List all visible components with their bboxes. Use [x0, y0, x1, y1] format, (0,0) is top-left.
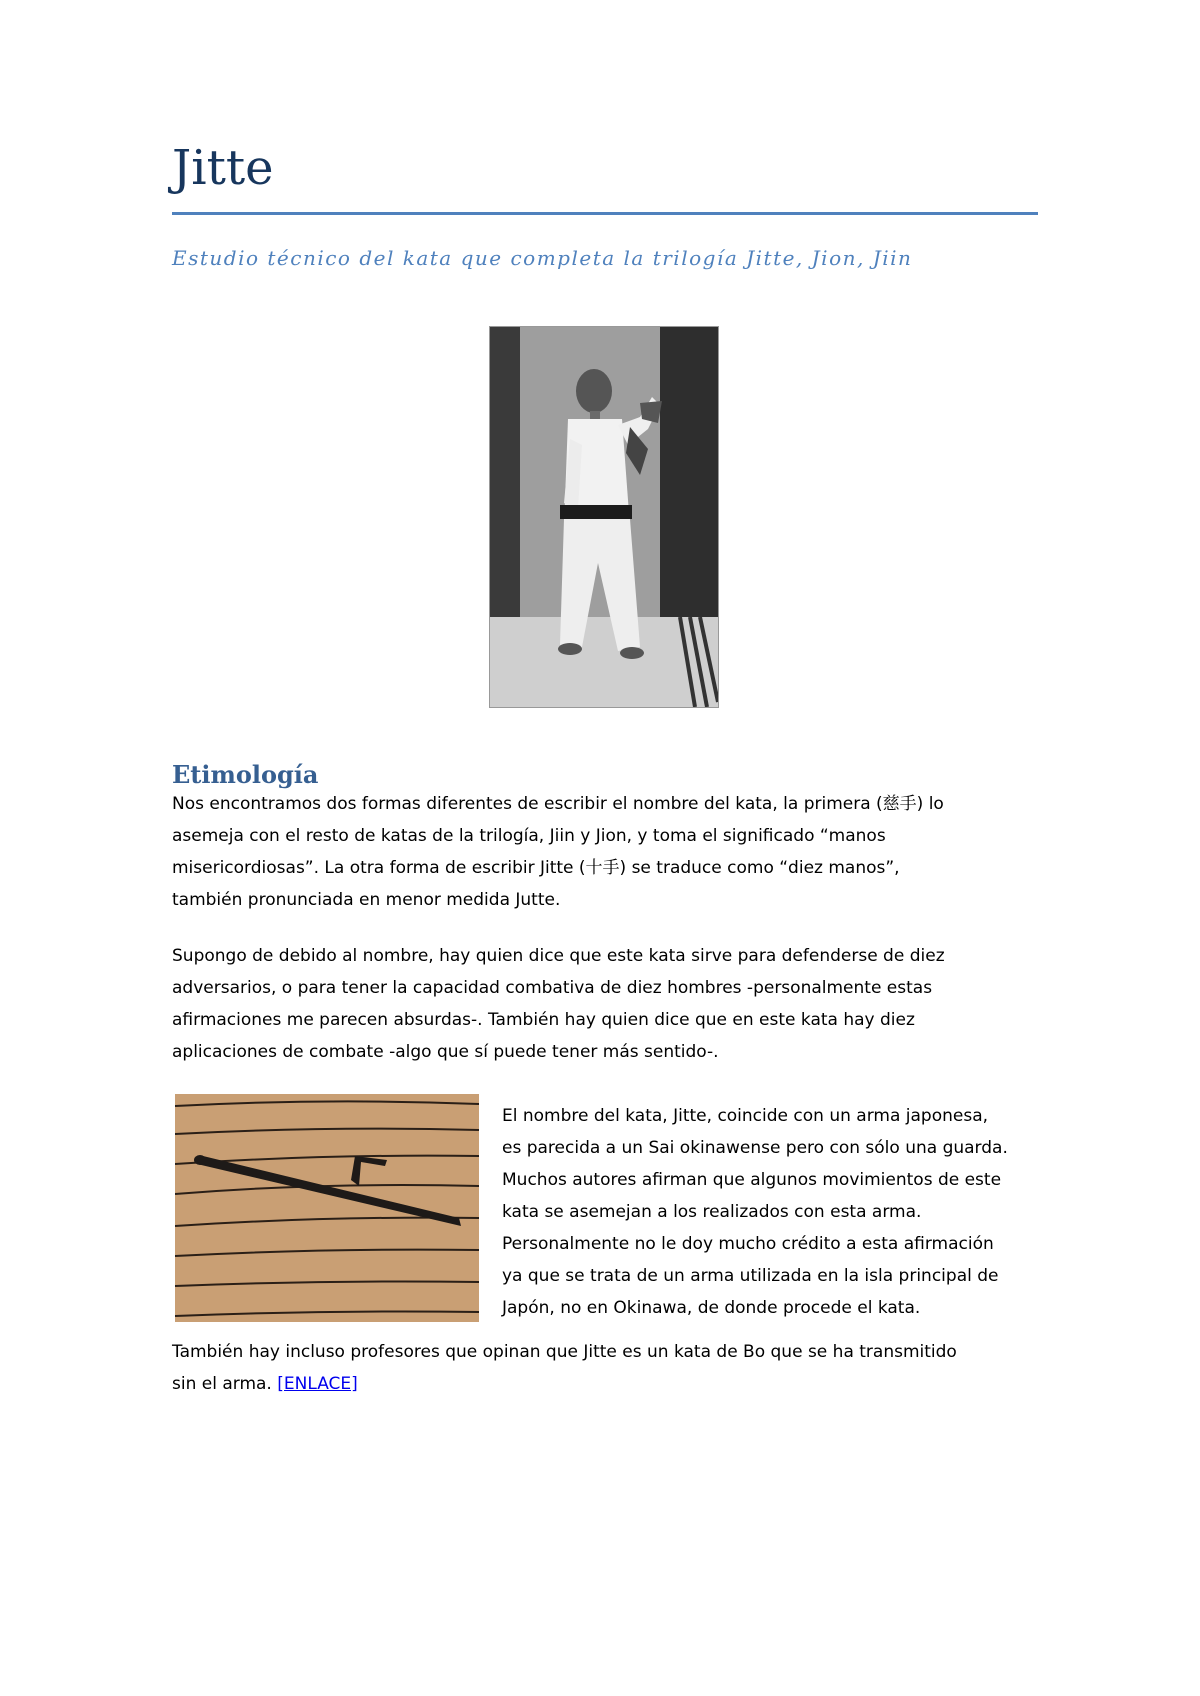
- paragraph-4: [172, 1336, 957, 1400]
- karateka-photo: [489, 326, 719, 708]
- paragraph-3: [502, 1100, 1008, 1324]
- paragraph-line: también pronunciada en menor medida Jutte.: [172, 890, 561, 910]
- enlace-link[interactable]: [ENLACE]: [277, 1374, 358, 1394]
- paragraph-line: Muchos autores afirman que algunos movimientos de este: [502, 1170, 1002, 1190]
- paragraph-line: kata se asemejan a los realizados con esta arma.: [502, 1202, 922, 1222]
- section-heading-etimologia: Etimología: [172, 760, 319, 789]
- paragraph-line: El nombre del kata, Jitte, coincide con un arma japonesa,: [502, 1106, 989, 1126]
- paragraph-line: aplicaciones de combate -algo que sí puede tener más sentido-.: [172, 1042, 719, 1062]
- document-title: Jitte: [172, 140, 274, 196]
- document-subtitle: Estudio técnico del kata que completa la trilogía Jitte, Jion, Jiin: [172, 246, 913, 270]
- paragraph-line: misericordiosas”. La otra forma de escribir Jitte (十手) se traduce como “diez manos”,: [172, 858, 900, 878]
- paragraph-line: También hay incluso profesores que opinan que Jitte es un kata de Bo que se ha transmitido: [172, 1342, 957, 1362]
- paragraph-line: Japón, no en Okinawa, de donde procede el kata.: [502, 1298, 921, 1318]
- paragraph-2: [172, 940, 945, 1068]
- paragraph-line-with-link: [172, 1368, 957, 1400]
- paragraph-line-text: sin el arma.: [172, 1374, 278, 1394]
- jitte-weapon-photo: [175, 1094, 479, 1322]
- paragraph-line: es parecida a un Sai okinawense pero con sólo una guarda.: [502, 1138, 1008, 1158]
- paragraph-line: adversarios, o para tener la capacidad combativa de diez hombres -personalmente estas: [172, 978, 933, 998]
- paragraph-line: Supongo de debido al nombre, hay quien dice que este kata sirve para defenderse de diez: [172, 946, 945, 966]
- paragraph-line: asemeja con el resto de katas de la trilogía, Jiin y Jion, y toma el significado “manos: [172, 826, 886, 846]
- title-underline: [172, 212, 1038, 215]
- paragraph-1: [172, 788, 944, 916]
- paragraph-line: Nos encontramos dos formas diferentes de escribir el nombre del kata, la primera (慈手) lo: [172, 794, 944, 814]
- paragraph-line: ya que se trata de un arma utilizada en la isla principal de: [502, 1266, 999, 1286]
- paragraph-line: Personalmente no le doy mucho crédito a esta afirmación: [502, 1234, 994, 1254]
- paragraph-line: afirmaciones me parecen absurdas-. También hay quien dice que en este kata hay diez: [172, 1010, 915, 1030]
